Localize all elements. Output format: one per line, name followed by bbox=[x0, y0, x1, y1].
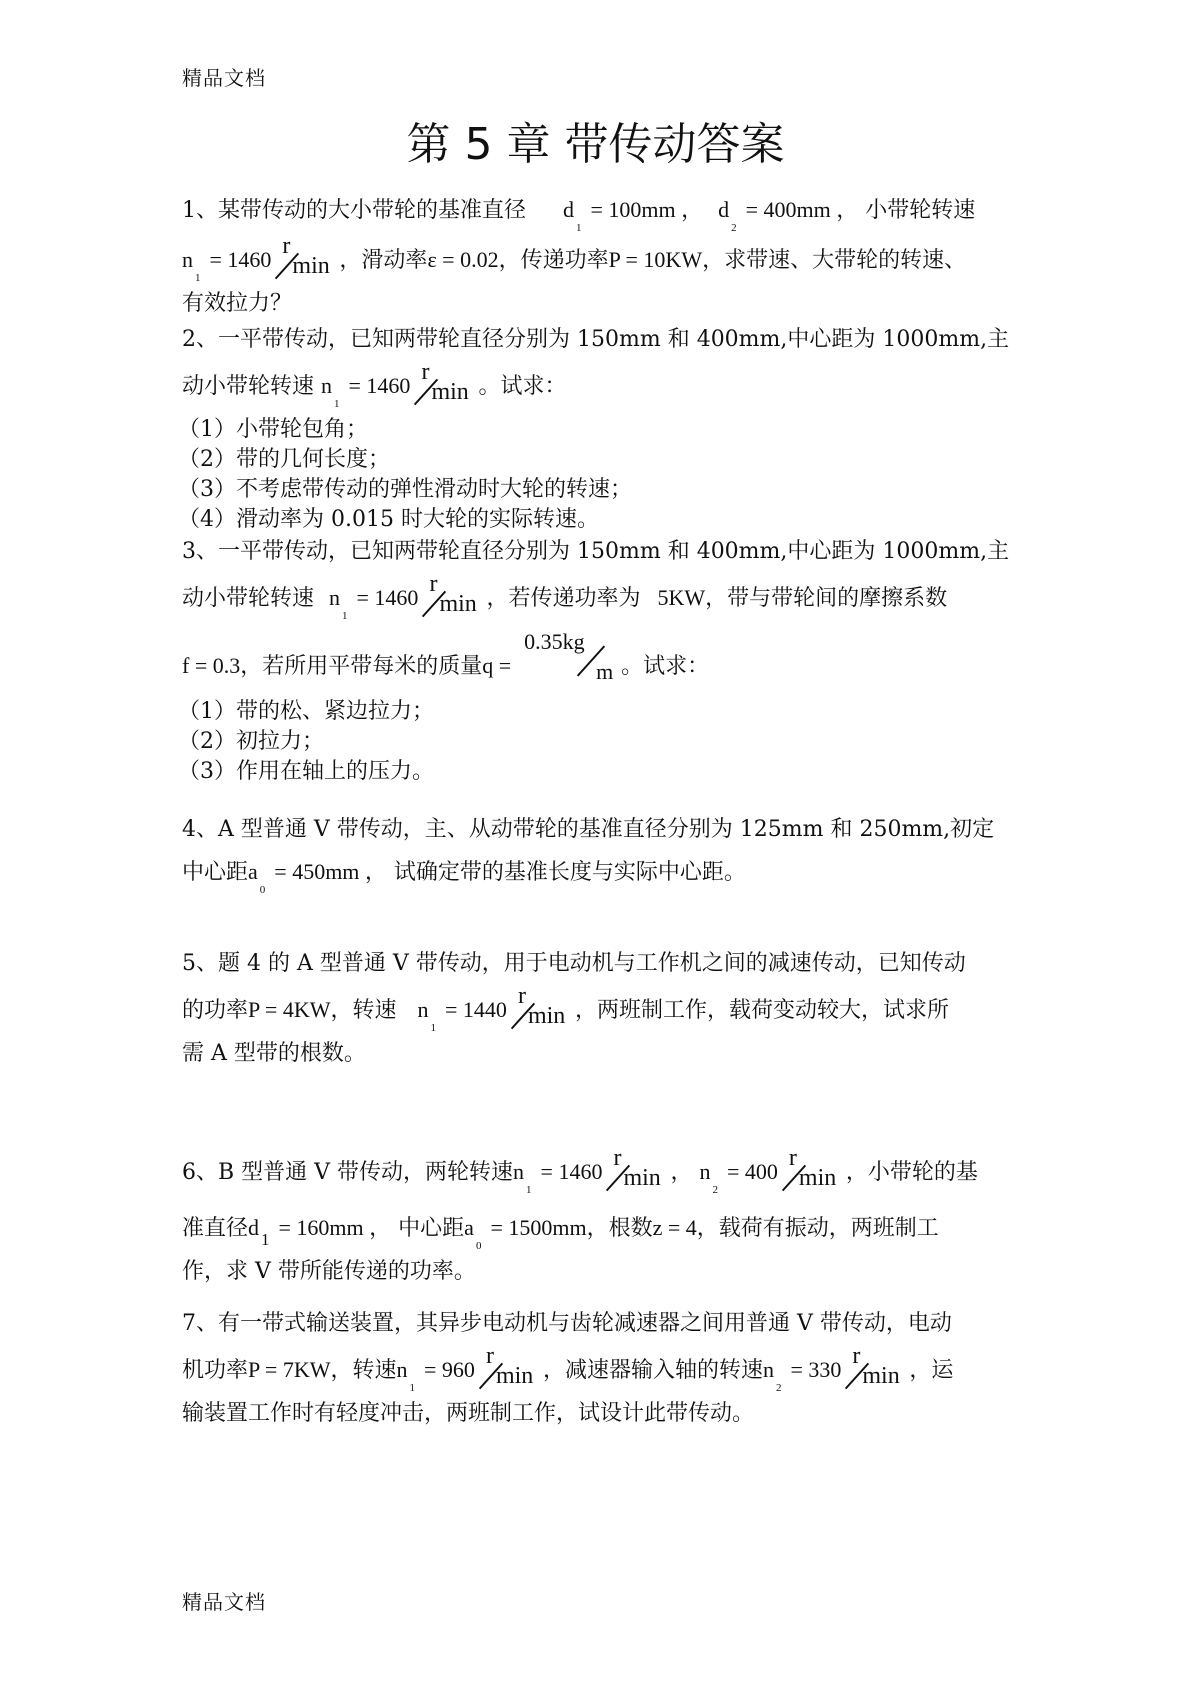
unit-denominator: min bbox=[862, 1363, 900, 1389]
q1-d2-subscript: 2 bbox=[731, 222, 737, 234]
q2-rpm-unit bbox=[419, 359, 471, 405]
q1-n1-subscript: 1 bbox=[195, 272, 201, 284]
q7-line-2 bbox=[182, 1343, 1017, 1394]
q6-a0-symbol: a bbox=[464, 1215, 474, 1240]
q6-n1-symbol: n bbox=[513, 1159, 525, 1184]
unit-numerator: r bbox=[517, 983, 526, 1009]
q2-n1-subscript: 1 bbox=[334, 398, 340, 410]
q4-text-3: 试确定带的基准长度与实际中心距。 bbox=[393, 860, 746, 885]
unit-denominator: min bbox=[439, 591, 477, 617]
q3-mass-unit bbox=[522, 629, 614, 687]
q6-text-6: ，载荷有振动，两班制工 bbox=[696, 1216, 939, 1241]
q4-a0-subscript: 0 bbox=[259, 884, 266, 896]
unit-numerator: r bbox=[852, 1343, 861, 1369]
question-4 bbox=[182, 815, 1017, 896]
q2-subquestion: （2）带的几何长度； bbox=[178, 447, 390, 472]
q5-n1-value: = 1440 bbox=[445, 997, 507, 1022]
q3-text-3: ，若传递功率为 bbox=[486, 586, 641, 611]
q5-power: P = 4KW bbox=[248, 997, 331, 1022]
q1-line-1 bbox=[182, 195, 1017, 234]
q7-n1-value: = 960 bbox=[424, 1357, 475, 1382]
q4-line-1: 4、A 型普通 V 带传动，主、从动带轮的基准直径分别为 125mm 和 250mm,初定 bbox=[182, 817, 995, 842]
unit-numerator: r bbox=[485, 1343, 494, 1369]
q7-line-3: 输装置工作时有轻度冲击，两班制工作，试设计此带传动。 bbox=[182, 1401, 755, 1426]
q1-power: P = 10KW bbox=[608, 247, 703, 272]
q5-n1-symbol: n bbox=[417, 997, 429, 1022]
q6-n1-value: = 1460 bbox=[540, 1159, 603, 1184]
q6-rpm-unit-1 bbox=[611, 1145, 663, 1191]
q2-subquestion: （4）滑动率为 0.015 时大轮的实际转速。 bbox=[178, 507, 599, 532]
q1-d1-subscript: 1 bbox=[576, 222, 582, 234]
q6-text-2: ，小带轮的基 bbox=[845, 1160, 978, 1185]
q6-line-2 bbox=[182, 1213, 1017, 1252]
q2-text-3: 。试求： bbox=[478, 374, 567, 399]
q7-n2-subscript: 2 bbox=[775, 1382, 782, 1394]
q1-text-3: ，滑动率 bbox=[339, 248, 428, 273]
q6-d1-symbol: d bbox=[248, 1215, 260, 1240]
q5-line-2 bbox=[182, 983, 1017, 1034]
q3-subquestion: （3）作用在轴上的压力。 bbox=[178, 759, 434, 784]
q5-text-4: ，两班制工作，载荷变动较大，试求所 bbox=[574, 998, 949, 1023]
q1-n1-symbol: n bbox=[182, 247, 193, 272]
q3-n1-symbol: n bbox=[329, 585, 341, 610]
page-header: 精品文档 bbox=[182, 66, 266, 90]
q6-text-1: 6、B 型普通 V 带传动，两轮转速 bbox=[182, 1160, 514, 1185]
q2-subquestion: （1）小带轮包角； bbox=[178, 417, 368, 442]
q6-a0-subscript: 0 bbox=[475, 1240, 482, 1252]
q3-subquestion: （1）带的松、紧边拉力； bbox=[178, 699, 434, 724]
q3-line-3 bbox=[182, 629, 1017, 687]
q3-text-2: 动小带轮转速 bbox=[182, 586, 315, 611]
q3-subquestion: （2）初拉力； bbox=[178, 729, 324, 754]
unit-numerator: 0.35kg bbox=[524, 629, 585, 654]
q3-n1-subscript: 1 bbox=[342, 610, 348, 622]
q3-text-4: ，带与带轮间的摩擦系数 bbox=[705, 586, 948, 611]
unit-denominator: min bbox=[495, 1363, 534, 1389]
q7-n1-symbol: n bbox=[396, 1357, 408, 1382]
unit-numerator: r bbox=[788, 1145, 797, 1171]
unit-numerator: r bbox=[421, 359, 430, 385]
q7-rpm-unit-1 bbox=[484, 1343, 536, 1389]
q6-n2-symbol: n bbox=[699, 1159, 711, 1184]
q1-n1-value: = 1460 bbox=[209, 247, 272, 272]
q2-subquestion: （3）不考虑带传动的弹性滑动时大轮的转速； bbox=[178, 477, 632, 502]
q4-text-2: 中心距 bbox=[182, 860, 249, 885]
q3-friction: f = 0.3 bbox=[182, 653, 241, 678]
q7-text-3: ，转速 bbox=[330, 1358, 397, 1383]
q3-power: 5KW bbox=[657, 585, 706, 610]
document-body bbox=[178, 195, 1017, 1429]
q1-d2-symbol: d bbox=[718, 197, 730, 222]
q5-line-3: 需 A 型带的根数。 bbox=[182, 1041, 366, 1066]
q3-subquestions bbox=[178, 697, 1017, 787]
q5-rpm-unit bbox=[516, 983, 568, 1029]
q3-line-1: 3、一平带传动，已知两带轮直径分别为 150mm 和 400mm,中心距为 1000mm,主 bbox=[182, 539, 1010, 564]
unit-numerator: r bbox=[282, 233, 291, 259]
q1-line-2 bbox=[182, 233, 1017, 284]
q1-d1-value: = 100mm ， bbox=[590, 197, 704, 222]
q6-line-1 bbox=[182, 1145, 1017, 1196]
q4-a0-value: = 450mm ， bbox=[274, 859, 387, 884]
unit-denominator: m bbox=[596, 659, 614, 684]
q1-rpm-unit bbox=[280, 233, 332, 279]
unit-denominator: min bbox=[431, 379, 469, 405]
q4-line-2 bbox=[182, 857, 1017, 896]
q3-text-5: ，若所用平带每米的质量 bbox=[240, 654, 483, 679]
q2-line-1: 2、一平带传动，已知两带轮直径分别为 150mm 和 400mm,中心距为 1000mm,主 bbox=[182, 327, 1010, 352]
q1-text-4: ，传递功率 bbox=[498, 248, 609, 273]
q1-text-2: 小带轮转速 bbox=[865, 198, 976, 223]
q7-text-4: ，减速器输入轴的转速 bbox=[542, 1358, 763, 1383]
unit-denominator: min bbox=[798, 1165, 837, 1191]
q7-rpm-unit-2 bbox=[850, 1343, 902, 1389]
question-2 bbox=[178, 325, 1017, 535]
page-title: 第 5 章 带传动答案 bbox=[406, 119, 785, 170]
q1-text-5: ，求带速、大带轮的转速、 bbox=[702, 248, 967, 273]
q6-rpm-unit-2 bbox=[787, 1145, 839, 1191]
q6-text-4: 中心距 bbox=[398, 1216, 465, 1241]
q4-a0-symbol: a bbox=[248, 859, 258, 884]
unit-numerator: r bbox=[613, 1145, 622, 1171]
question-6 bbox=[182, 1145, 1017, 1287]
unit-denominator: min bbox=[623, 1165, 661, 1191]
q2-n1-symbol: n bbox=[321, 373, 333, 398]
q7-text-5: ，运 bbox=[909, 1358, 954, 1383]
q6-text-3: 准直径 bbox=[182, 1216, 249, 1241]
unit-denominator: min bbox=[527, 1003, 566, 1029]
q3-rpm-unit bbox=[427, 571, 479, 617]
unit-denominator: min bbox=[292, 253, 330, 279]
question-3 bbox=[178, 537, 1017, 787]
question-1 bbox=[182, 195, 1017, 319]
q5-text-2: 的功率 bbox=[182, 998, 249, 1023]
q6-n1-subscript: 1 bbox=[526, 1184, 532, 1196]
q1-slip: ε = 0.02 bbox=[427, 247, 499, 272]
question-5 bbox=[182, 949, 1017, 1069]
q2-subquestions bbox=[178, 415, 1017, 535]
q6-text-5: ，根数 bbox=[586, 1216, 653, 1241]
q6-d1-subscript: 1 bbox=[261, 1230, 270, 1249]
q7-n2-value: = 330 bbox=[790, 1357, 842, 1382]
q1-d2-value: = 400mm ， bbox=[745, 197, 859, 222]
q7-power: P = 7KW bbox=[248, 1357, 331, 1382]
q3-q-symbol: q = bbox=[482, 653, 512, 678]
q7-n2-symbol: n bbox=[762, 1357, 774, 1382]
question-7 bbox=[182, 1309, 1017, 1429]
q6-a0-value: = 1500mm bbox=[490, 1215, 587, 1240]
q6-separator: ， bbox=[670, 1160, 693, 1185]
q1-text: 1、某带传动的大小带轮的基准直径 bbox=[182, 198, 526, 223]
q7-line-1: 7、有一带式输送装置，其异步电动机与齿轮减速器之间用普通 V 带传动，电动 bbox=[182, 1311, 952, 1336]
q2-text-2: 动小带轮转速 bbox=[182, 374, 315, 399]
q2-line-2 bbox=[182, 359, 1017, 410]
q6-belt-count: z = 4 bbox=[652, 1215, 697, 1240]
q1-line-3: 有效拉力？ bbox=[182, 291, 293, 316]
q5-n1-subscript: 1 bbox=[430, 1022, 437, 1034]
q3-n1-value: = 1460 bbox=[356, 585, 419, 610]
page-footer: 精品文档 bbox=[182, 1590, 266, 1614]
q7-text-2: 机功率 bbox=[182, 1358, 249, 1383]
q7-n1-subscript: 1 bbox=[409, 1382, 416, 1394]
q6-line-3: 作，求 V 带所能传递的功率。 bbox=[182, 1259, 476, 1284]
q5-text-3: ，转速 bbox=[330, 998, 397, 1023]
q6-n2-subscript: 2 bbox=[712, 1184, 718, 1196]
q3-text-6: 。试求： bbox=[621, 654, 710, 679]
q3-line-2 bbox=[182, 571, 1017, 622]
q1-d1-symbol: d bbox=[563, 197, 574, 222]
q2-n1-value: = 1460 bbox=[348, 373, 411, 398]
unit-numerator: r bbox=[429, 571, 438, 597]
q5-line-1: 5、题 4 的 A 型普通 V 带传动，用于电动机与工作机之间的减速传动，已知传动 bbox=[182, 951, 966, 976]
q6-d1-value: = 160mm ， bbox=[278, 1215, 392, 1240]
q6-n2-value: = 400 bbox=[726, 1159, 778, 1184]
